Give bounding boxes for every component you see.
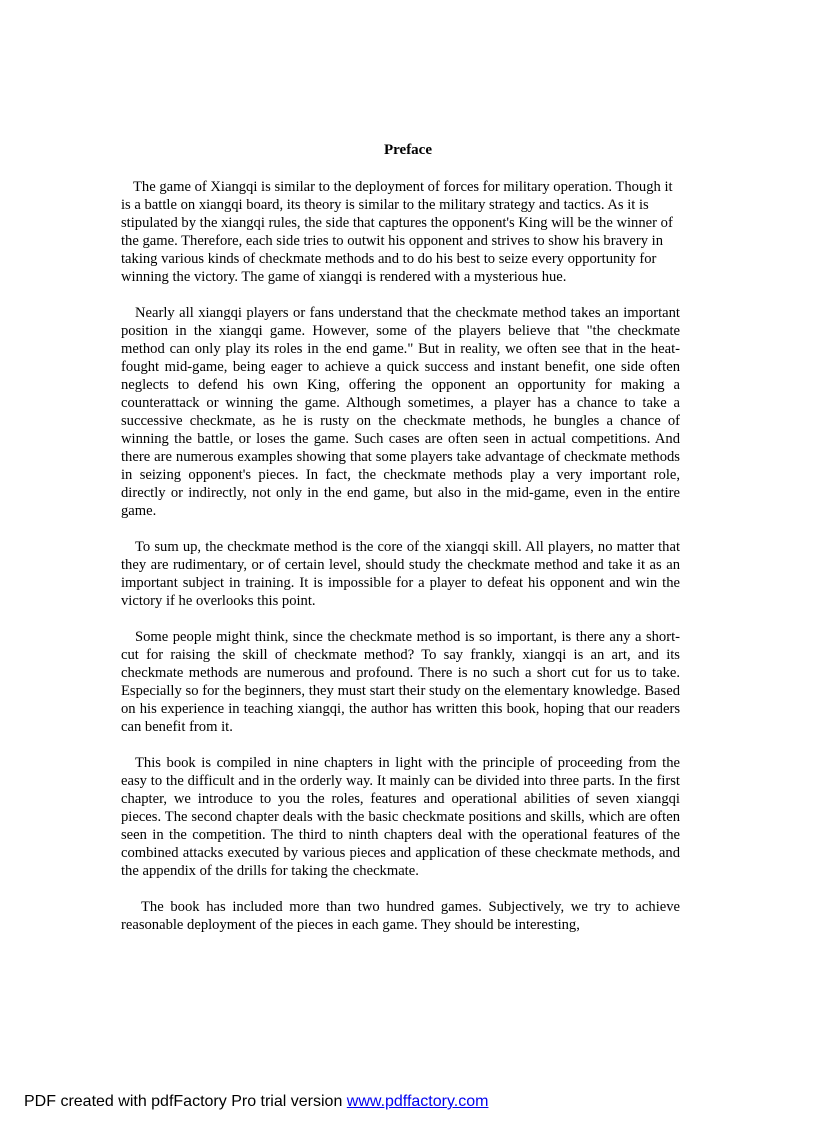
paragraph-1: The game of Xiangqi is similar to the deployment of forces for military operation. Though it is a battle on xiangqi board, its theory is similar to the military strategy and tactics. As it is stipulated by the xiangqi rules, the side that captures the opponent's King will be the winner of the game. Therefore, each side tries to outwit his opponent and strives to show his bravery in taking various kinds of checkmate methods and to do his best to seize every opportunity for winning the victory. The game of xiangqi is rendered with a mysterious hue. <box>121 179 673 285</box>
preface-body <box>121 178 680 952</box>
pdf-footer <box>24 1092 488 1112</box>
paragraph-4: Some people might think, since the checkmate method is so important, is there any a short-cut for raising the skill of checkmate method? To say frankly, xiangqi is an art, and its checkmate methods are numerous and profound. There is no such a short cut for us to take. Especially so for the beginners, they must start their study on the elementary knowledge. Based on his experience in teaching xiangqi, the author has written this book, hoping that our readers can benefit from it. <box>121 629 680 735</box>
paragraph-5: This book is compiled in nine chapters in light with the principle of proceeding from the easy to the difficult and in the orderly way. It mainly can be divided into three parts. In the first chapter, we introduce to you the roles, features and operational abilities of seven xiangqi pieces. The second chapter deals with the basic checkmate positions and skills, which are often seen in the competition. The third to ninth chapters deal with the operational features of the combined attacks executed by various pieces and application of these checkmate methods, and the appendix of the drills for taking the checkmate. <box>121 755 680 879</box>
paragraph-6: The book has included more than two hundred games. Subjectively, we try to achieve reasonable deployment of the pieces in each game. They should be interesting, <box>121 899 680 933</box>
pdffactory-link[interactable]: www.pdffactory.com <box>346 1093 489 1110</box>
footer-text: PDF created with pdfFactory Pro trial version <box>24 1093 347 1110</box>
paragraph-2: Nearly all xiangqi players or fans understand that the checkmate method takes an important position in the xiangqi game. However, some of the players believe that "the checkmate method can only play its roles in the end game." But in reality, we often see that in the heat-fought mid-game, being eager to achieve a quick success and instant benefit, one side often neglects to defend his own King, offering the opponent an opportunity for making a counterattack or winning the game. Although sometimes, a player has a chance to take a successive checkmate, as he is rusty on the checkmate methods, he bungles a chance of winning the battle, or loses the game. Such cases are often seen in actual competitions. And there are numerous examples showing that some players take advantage of checkmate methods in seizing opponent's pieces. In fact, the checkmate methods play a very important role, directly or indirectly, not only in the end game, but also in the mid-game, even in the entire game. <box>121 305 680 519</box>
page-title: Preface <box>383 142 433 158</box>
paragraph-3: To sum up, the checkmate method is the core of the xiangqi skill. All players, no matter that they are rudimentary, or of certain level, should study the checkmate method and take it as an important subject in training. It is impossible for a player to defeat his opponent and win the victory if he overlooks this point. <box>121 539 680 609</box>
